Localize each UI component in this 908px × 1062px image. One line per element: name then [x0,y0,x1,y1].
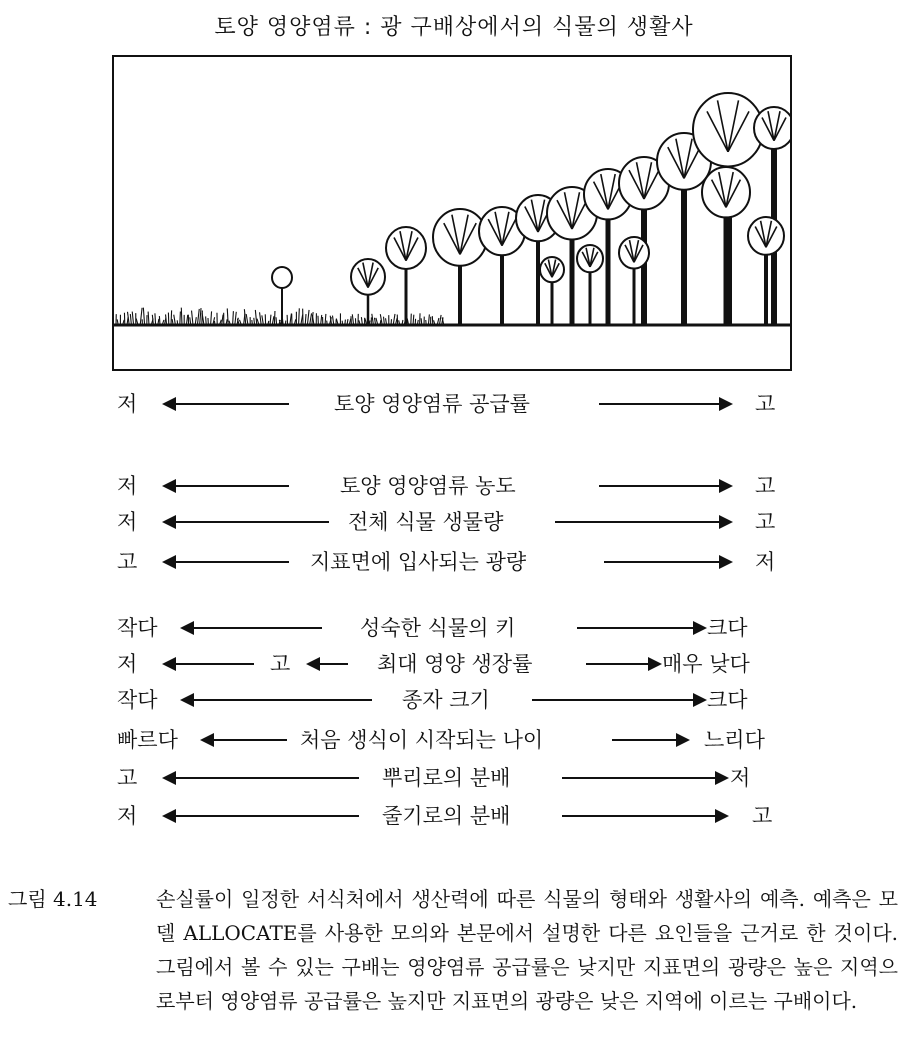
tree-crown [272,267,292,288]
row-right-label: 고 [752,804,773,828]
tree-crown [748,217,784,255]
gradient-row-nutrient-supply [112,388,792,420]
row-center-label: 지표면에 입사되는 광량 [310,550,527,574]
tree-crown [693,93,763,167]
gradient-row-light-at-surface [112,546,792,578]
caption-label: 그림 4.14 [8,887,98,911]
right-arrow [612,739,688,741]
tree-layer [272,93,790,325]
right-arrow [577,627,705,629]
row-right-label: 고 [755,474,776,498]
right-arrow [604,561,731,563]
gradient-row-mature-height [112,612,792,644]
row-center-label: 토양 영양염류 농도 [340,474,516,498]
row-left-label: 고 [117,766,138,790]
gradient-row-max-growth-rate [112,648,792,680]
row-center-label: 종자 크기 [402,688,490,712]
row-left-label: 저 [117,804,138,828]
row-right-label: 크다 [707,616,748,640]
left-arrow [164,561,289,563]
gradient-row-first-reproduction-age [112,724,792,756]
row-left-label: 저 [117,652,138,676]
row-right-label: 고 [755,510,776,534]
vegetation-drawing [114,57,790,369]
row-center-label: 토양 영양염류 공급률 [334,392,530,416]
left-arrow [164,485,289,487]
tree-crown [386,227,426,269]
row-center-label: 처음 생식이 시작되는 나이 [300,728,544,752]
row-left-label: 저 [117,510,138,534]
right-arrow [599,485,731,487]
row-left-label: 저 [117,474,138,498]
right-arrow [562,777,727,779]
right-arrow [555,521,731,523]
tree-crown [577,245,603,272]
tree-crown [702,167,750,217]
gradient-row-total-biomass [112,506,792,538]
left-arrow [182,699,372,701]
row-left-label: 빠르다 [117,728,178,752]
row-right-label: 크다 [707,688,748,712]
row-right-label: 느리다 [704,728,765,752]
left-arrow [164,815,359,817]
row-left-label: 저 [117,392,138,416]
left-arrow [164,663,254,665]
tree-crown [619,237,649,269]
left-arrow [182,627,322,629]
row-mid-label: 고 [270,652,291,676]
row-right-label: 저 [730,766,751,790]
row-center-label: 최대 영양 생장률 [377,652,533,676]
gradient-row-seed-size [112,684,792,716]
right-arrow [532,699,705,701]
vegetation-illustration [112,55,792,371]
row-center-label: 줄기로의 분배 [382,804,511,828]
left-arrow [164,403,289,405]
right-arrow [599,403,731,405]
tree-crown [351,259,385,295]
row-right-label: 고 [755,392,776,416]
ground-layer [114,308,790,325]
gradient-row-stem-allocation [112,800,792,832]
figure-title: 토양 영양염류 : 광 구배상에서의 식물의 생활사 [214,15,694,40]
left-arrow [202,739,287,741]
row-center-label: 뿌리로의 분배 [382,766,511,790]
row-center-label: 성숙한 식물의 키 [360,616,516,640]
row-center-label: 전체 식물 생물량 [348,510,504,534]
gradient-row-root-allocation [112,762,792,794]
left-arrow [308,663,348,665]
row-left-label: 고 [117,550,138,574]
left-arrow [164,521,329,523]
row-right-label: 저 [755,550,776,574]
row-right-label: 매우 낮다 [662,652,750,676]
right-arrow [562,815,727,817]
left-arrow [164,777,359,779]
row-left-label: 작다 [117,616,158,640]
right-arrow [586,663,660,665]
tree-crown [540,257,564,282]
gradient-row-nutrient-concentration [112,470,792,502]
caption-text: 손실률이 일정한 서식처에서 생산력에 따른 식물의 형태와 생활사의 예측. 예측은 모델 ALLOCATE를 사용한 모의와 본문에서 설명한 다른 요인들을 근거로 한 것이다. 그림에서 볼 수 있는 구배는 영양염류 공급률은 낮지만 지표면의 광량은 높은 지역으로부터 영양염류 공급률은 높지만 지표면의 광량은 낮은 지역에 이르는 구배이다. [156,887,898,1013]
row-left-label: 작다 [117,688,158,712]
